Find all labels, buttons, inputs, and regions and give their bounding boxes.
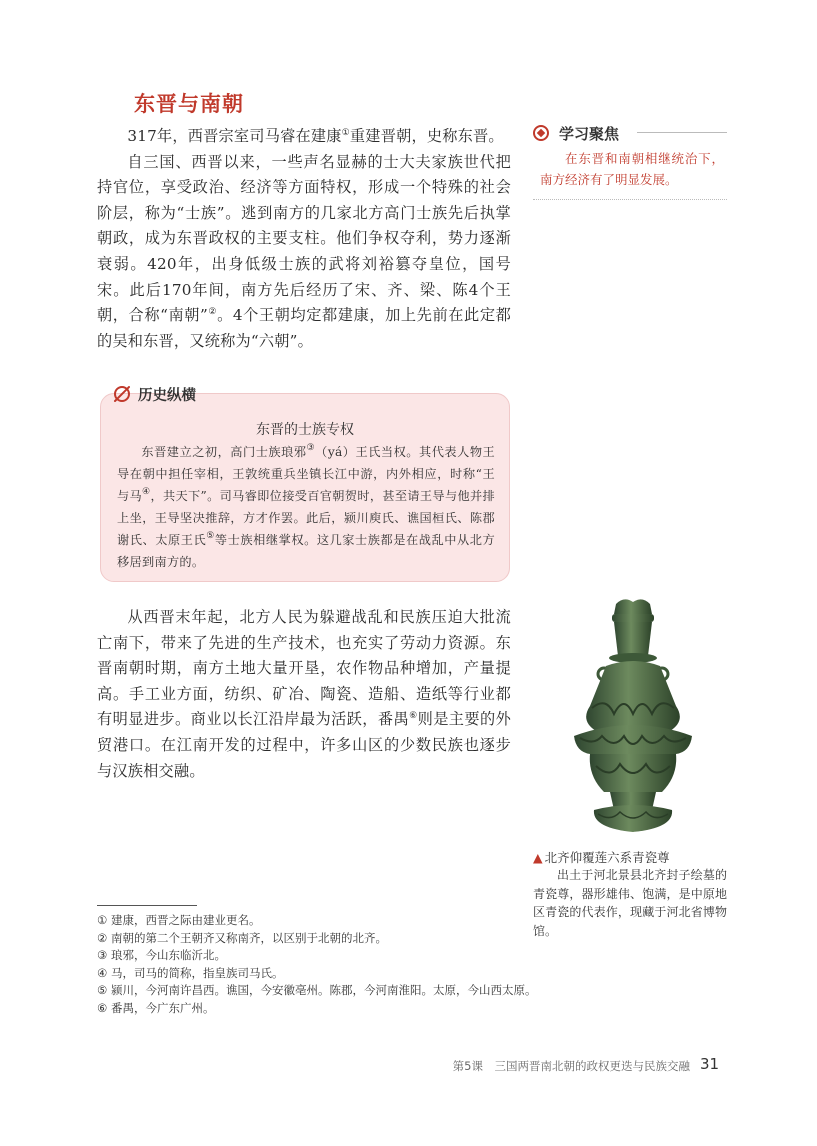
history-box-text: 东晋建立之初，高门士族琅邪③（yá）王氏当权。其代表人物王导在朝中担任宰相，王敦统重兵坐镇长江中游，内外相应，时称“王与马④，共天下”。司马睿即位接受百官朝贺时，甚至请王导与他并排上坐，王导坚决推辞，方才作罢。此后，颍川庾氏、谯国桓氏、陈郡谢氏、太原王氏⑤等士族相继掌权。这几家士族都是在战乱中从北方移居到南方的。	[117, 443, 496, 569]
focus-divider	[637, 132, 727, 133]
figure-caption-text: 出土于河北景县北齐封子绘墓的青瓷尊，器形雄伟、饱满，是中原地区青瓷的代表作，现藏于河北省博物馆。	[533, 868, 727, 938]
intro-paragraphs	[97, 124, 511, 354]
history-scroll-icon	[112, 384, 132, 404]
footnote-ref-2[interactable]: ②	[208, 307, 218, 318]
celadon-vase-image	[566, 596, 700, 840]
footnote-ref-3[interactable]: ③	[306, 443, 316, 453]
study-focus-title: 学习聚焦	[559, 125, 620, 143]
caption-triangle-icon: ▲	[533, 850, 543, 865]
history-panorama-label: 历史纵横	[112, 383, 232, 405]
study-focus-header	[533, 123, 727, 145]
footnote-divider	[97, 905, 197, 906]
footnote-2: ② 南朝的第二个王朝齐又称南齐，以区别于北朝的北齐。	[97, 930, 387, 945]
paragraph-south-economy: 从西晋末年起，北方人民为躲避战乱和民族压迫大批流亡南下，带来了先进的生产技术，也充实了劳动力资源。东晋南朝时期，南方土地大量开垦，农作物品种增加，产量提高。手工业方面，纺织、矿冶、陶瓷、造船、造纸等行业都有明显进步。商业以长江沿岸最为活跃，番禺⑥则是主要的外贸港口。在江南开发的过程中，许多山区的少数民族也逐步与汉族相交融。	[97, 608, 512, 780]
focus-bottom-divider	[533, 199, 727, 200]
figure-caption-title: ▲ 北齐仰覆莲六系青瓷尊	[533, 850, 670, 865]
lesson-footer: 第5课 三国两晋南北朝的政权更迭与民族交融	[452, 1059, 690, 1073]
focus-target-icon	[533, 125, 549, 141]
footnote-ref-6[interactable]: ⑥	[409, 711, 418, 722]
section-title: 东晋与南朝	[134, 92, 244, 116]
history-box-title: 东晋的士族专权	[256, 422, 354, 438]
footnote-4: ④ 马，司马的简称，指皇族司马氏。	[97, 965, 284, 980]
footnote-3: ③ 琅邪，今山东临沂北。	[97, 948, 226, 962]
paragraph-gentry-clans: 自三国、西晋以来，一些声名显赫的士大夫家族世代把持官位，享受政治、经济等方面特权，形成一个特殊的社会阶层，称为“士族”。逃到南方的几家北方高门士族先后执掌朝政，成为东晋政权的主要支柱。他们争权夺利，势力逐渐衰弱。420年，出身低级士族的武将刘裕篡夺皇位，国号宋。此后170年间，南方先后经历了宋、齐、梁、陈4个王朝，合称“南朝”②。4个王朝均定都建康，加上先前在此定都的吴和东晋，又统称为“六朝”。	[97, 152, 511, 350]
footnote-1: ① 建康，西晋之际由建业更名。	[97, 913, 261, 927]
economy-paragraph-wrap	[97, 605, 511, 784]
footnote-ref-4[interactable]: ④	[142, 487, 151, 497]
footnote-6: ⑥ 番禺，今广东广州。	[97, 1000, 215, 1015]
footnotes-list	[97, 912, 557, 1017]
footnote-5: ⑤ 颍川，今河南许昌西。谯国，今安徽亳州。陈郡，今河南淮阳。太原，今山西太原。	[97, 983, 537, 997]
page-number: 31	[700, 1055, 720, 1073]
footnote-ref-5[interactable]: ⑤	[206, 531, 215, 541]
paragraph-eastern-jin: 317年，西晋宗室司马睿在建康①重建晋朝，史称东晋。	[127, 127, 504, 145]
footnote-ref-1[interactable]: ①	[341, 128, 350, 138]
history-panorama-box	[100, 393, 510, 582]
study-focus-text: 在东晋和南朝相继统治下，南方经济有了明显发展。	[540, 151, 724, 187]
